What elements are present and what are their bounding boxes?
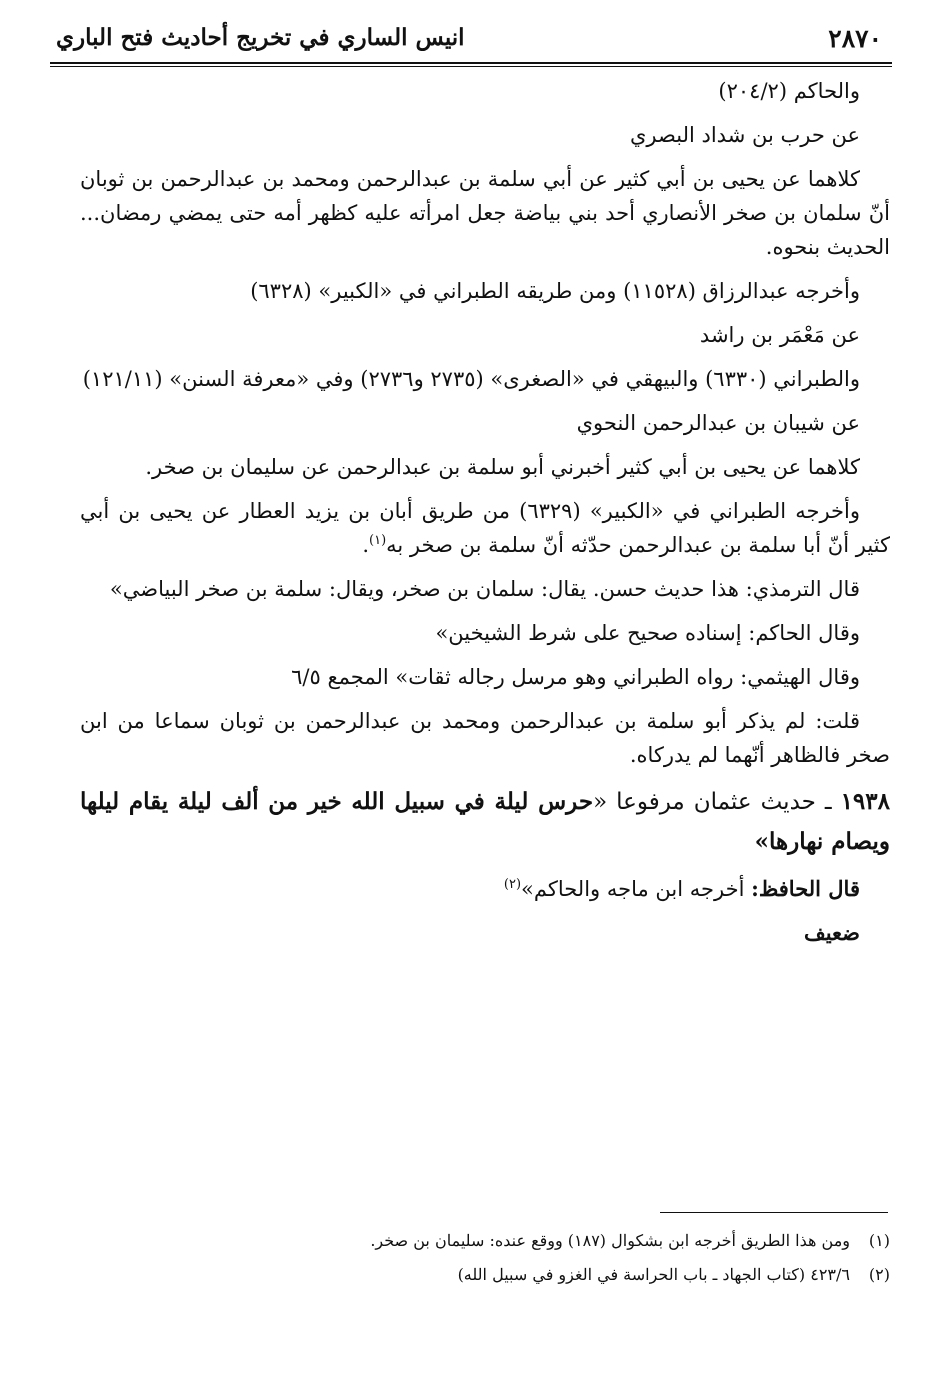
hadith-matn: حرس ليلة في سبيل الله خير من ألف ليلة يقام ليلها ويصام نهارها» [80,788,890,855]
hafiz-statement [80,872,890,906]
paragraph: وقال الحاكم: إسناده صحيح على شرط الشيخين» [435,621,860,645]
footnote-number: (٢) [868,1265,890,1284]
main-text [80,74,890,960]
paragraph-end: . [362,533,370,557]
paragraph: كلاهما عن يحيى بن أبي كثير عن أبي سلمة بن عبدالرحمن ومحمد بن عبدالرحمن بن ثوبان أنّ سلمان بن صخر الأنصاري أحد بني بياضة جعل امرأته عليه كظهر أمه حتى يمضي رمضان... الحديث بنحوه. [80,167,890,259]
footnote-text: ومن هذا الطريق أخرجه ابن بشكوال (١٨٧) ووقع عنده: سليمان بن صخر. [370,1231,850,1250]
footnote-text: ٤٢٣/٦ (كتاب الجهاد ـ باب الحراسة في الغزو في سبيل الله) [457,1265,850,1284]
paragraph: قلت: لم يذكر أبو سلمة بن عبدالرحمن ومحمد بن عبدالرحمن بن ثوبان سماعا من ابن صخر فالظاهر أنّهما لم يدركاه. [80,709,890,767]
footnote [80,1224,890,1258]
hafiz-text: أخرجه ابن ماجه والحاكم» [521,877,752,901]
paragraph: والطبراني (٦٣٣٠) والبيهقي في «الصغرى» (٢٧٣٥ و٢٧٣٦) وفي «معرفة السنن» (١٢١/١١) [82,367,860,391]
footnote-rule [660,1212,888,1213]
paragraph: كلاهما عن يحيى بن أبي كثير أخبرني أبو سلمة بن عبدالرحمن عن سليمان بن صخر. [145,455,860,479]
footnote-ref[interactable]: (٢) [503,877,522,892]
paragraph [80,494,890,562]
footnote [80,1258,890,1292]
paragraph: قال الترمذي: هذا حديث حسن. يقال: سلمان بن صخر، ويقال: سلمة بن صخر البياضي» [109,577,860,601]
hafiz-label: قال الحافظ: [751,876,860,901]
page-number: ٢٨٧٠ [828,24,882,53]
paragraph: عن حرب بن شداد البصري [630,123,860,147]
hadith-grade: ضعيف [803,920,860,945]
footnote-number: (١) [868,1231,890,1250]
footnotes [80,1224,890,1292]
header-rule [50,62,892,67]
paragraph: عن مَعْمَر بن راشد [699,323,860,347]
hadith-entry [80,782,890,862]
paragraph: والحاكم (٢٠٤/٢) [718,79,860,103]
paragraph: عن شيبان بن عبدالرحمن النحوي [576,411,860,435]
running-title: انيس الساري في تخريج أحاديث فتح الباري [56,24,465,51]
paragraph: وأخرجه عبدالرزاق (١١٥٢٨) ومن طريقه الطبراني في «الكبير» (٦٣٢٨) [250,279,860,303]
hadith-intro: ـ حديث عثمان مرفوعا « [593,789,841,815]
paragraph-text: وأخرجه الطبراني في «الكبير» (٦٣٢٩) من طريق أبان بن يزيد العطار عن يحيى بن أبي كثير أنّ أبا سلمة بن عبدالرحمن حدّثه أنّ سلمة بن صخر به [80,499,890,557]
hadith-number: ١٩٣٨ [840,788,890,815]
page-header [50,22,892,60]
paragraph: وقال الهيثمي: رواه الطبراني وهو مرسل رجاله ثقات» المجمع ٦/٥ [291,665,860,689]
footnote-ref[interactable]: (١) [369,533,387,548]
